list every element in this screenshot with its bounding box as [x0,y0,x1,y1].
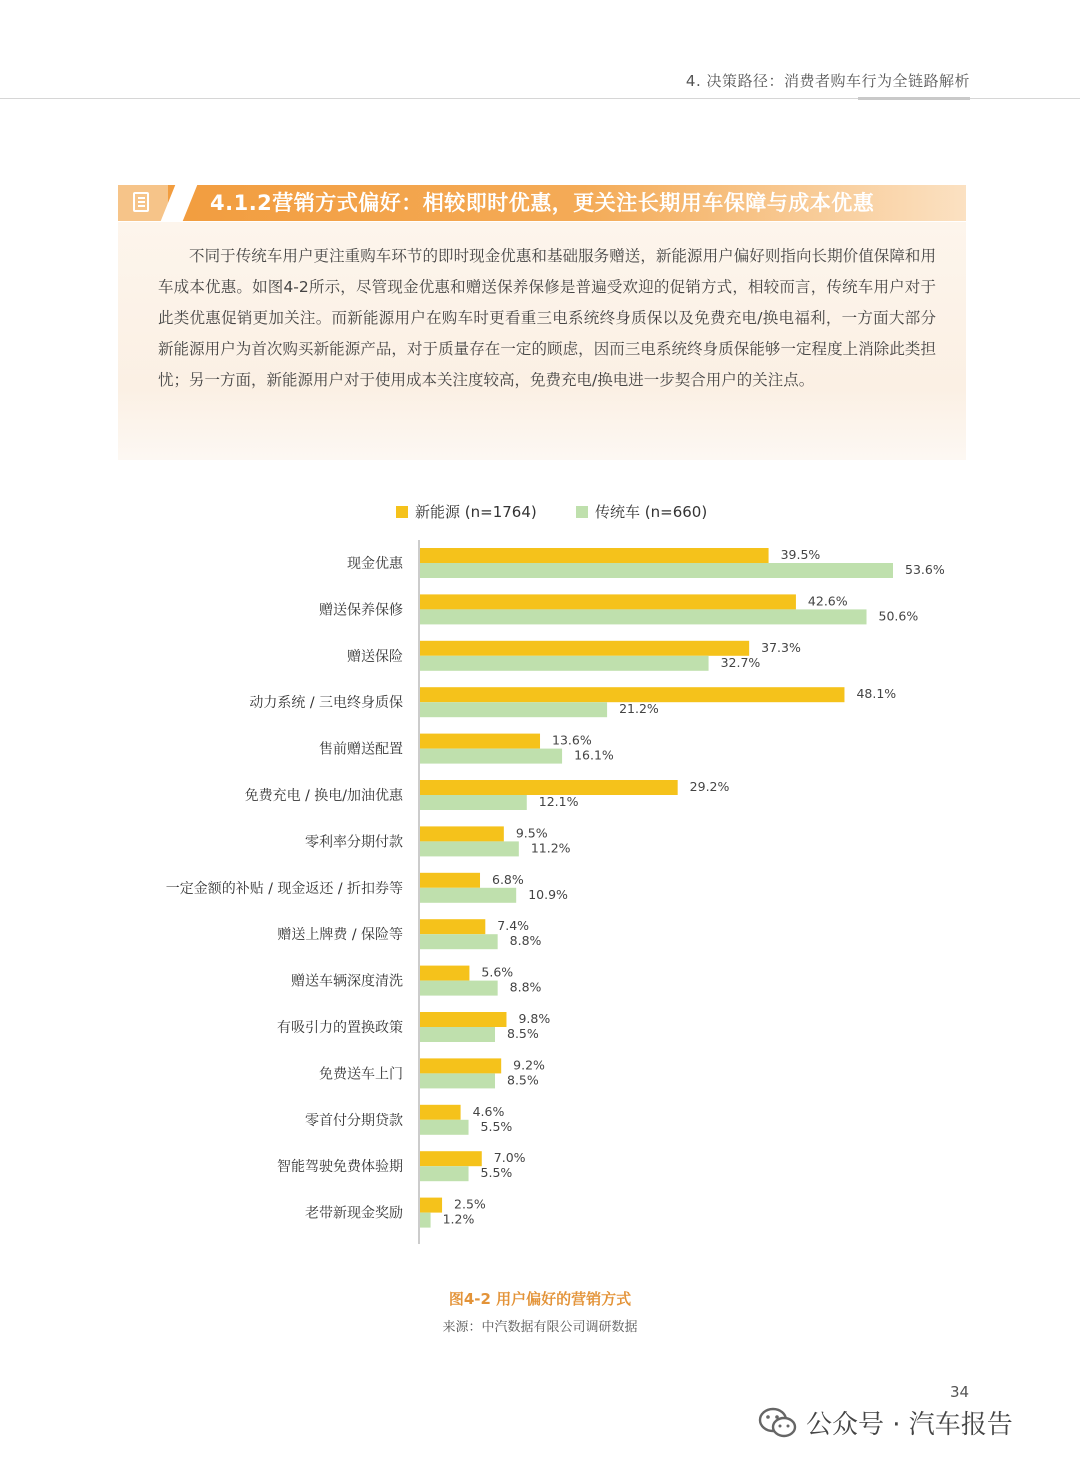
data-label-traditional: 5.5% [480,1165,513,1181]
section-title: 4.1.2营销方式偏好：相较即时优惠，更关注长期用车保障与成本优惠 [210,191,875,215]
data-label-traditional: 53.6% [905,562,945,577]
bar-new-energy [420,734,540,749]
bar-new-energy [420,1058,501,1073]
data-label-traditional: 12.1% [538,794,579,809]
data-label-new-energy: 2.5% [454,1196,486,1212]
bar-new-energy [420,1105,461,1120]
bar-traditional [420,795,527,810]
bar-new-energy [420,873,480,888]
figure-source: 来源：中汽数据有限公司调研数据 [442,1320,638,1335]
bar-new-energy [420,687,844,702]
bar-new-energy [420,966,469,981]
watermark-text: 公众号 · 汽车报告 [806,1410,1013,1440]
data-label-traditional: 50.6% [878,608,919,624]
data-label-traditional: 16.1% [574,747,614,763]
category-label: 售前赠送配置 [319,741,403,758]
data-label-new-energy: 4.6% [472,1103,505,1119]
wechat-icon [758,1406,798,1440]
bar-new-energy [420,641,749,656]
bar-traditional [420,563,893,578]
data-label-traditional: 32.7% [720,654,761,670]
legend-label-traditional: 传统车 (n=660) [595,503,708,521]
category-label: 赠送车辆深度清洗 [291,973,403,990]
intro-paragraph: 不同于传统车用户更注重购车环节的即时现金优惠和基础服务赠送，新能源用户偏好则指向长期价值保障和用车成本优惠。如图4-2所示，尽管现金优惠和赠送保养保修是普遍受欢迎的促销方式，相较而言，传统车用户对于此类优惠促销更加关注。而新能源用户在购车时更看重三电系统终身质保以及免费充电/换电福利，一方面大部分新能源用户为首次购买新能源产品，对于质量存在一定的顾虑，因而三电系统终身质保能够一定程度上消除此类担忧；另一方面，新能源用户对于使用成本关注度较高，免费充电/换电进一步契合用户的关注点。 [158,247,936,389]
bar-new-energy [420,1198,442,1213]
bar-new-energy [420,1151,482,1166]
bar-traditional [420,749,562,764]
data-label-traditional: 8.8% [509,979,542,995]
category-label: 免费充电 / 换电/加油优惠 [244,788,403,804]
data-label-traditional: 5.5% [480,1118,513,1134]
bar-new-energy [420,548,769,563]
bar-new-energy [420,1012,506,1027]
header-divider-accent [858,97,970,100]
category-label: 赠送保养保修 [319,602,403,619]
data-label-new-energy: 6.8% [492,871,524,887]
data-label-new-energy: 9.5% [515,825,548,841]
legend-swatch-new-energy [396,506,408,518]
category-label: 动力系统 / 三电终身质保 [249,695,403,712]
category-label: 现金优惠 [347,556,403,572]
data-label-new-energy: 42.6% [807,593,848,609]
legend-swatch-traditional [576,506,588,518]
bar-traditional [420,888,516,903]
data-label-new-energy: 9.8% [518,1011,551,1026]
category-label: 一定金额的补贴 / 现金返还 / 折扣券等 [165,880,403,897]
category-label: 免费送车上门 [319,1066,403,1083]
bar-traditional [420,609,867,624]
category-label: 赠送保险 [347,648,403,665]
legend-item-new-energy [396,501,537,522]
category-label: 老带新现金奖励 [305,1205,403,1222]
data-label-new-energy: 48.1% [856,686,897,702]
bar-new-energy [420,919,485,934]
category-label: 零利率分期付款 [305,834,403,851]
data-label-new-energy: 37.3% [761,639,801,655]
page-number: 34 [950,1383,970,1401]
category-label: 智能驾驶免费体验期 [277,1159,403,1176]
data-label-new-energy: 29.2% [689,779,730,794]
bar-traditional [420,841,519,856]
data-label-traditional: 21.2% [619,701,659,717]
data-label-traditional: 8.5% [507,1072,539,1088]
bar-traditional [420,1073,495,1088]
document-list-icon [133,192,149,212]
bar-traditional [420,702,607,717]
data-label-new-energy: 7.0% [493,1150,526,1166]
data-label-traditional: 8.5% [507,1026,539,1041]
bar-new-energy [420,594,796,609]
bar-chart [0,530,1080,1250]
data-label-new-energy: 7.4% [497,918,530,934]
data-label-traditional: 8.8% [509,933,542,949]
legend-label-new-energy: 新能源 (n=1764) [415,503,537,521]
running-header: 4. 决策路径：消费者购车行为全链路解析 [685,72,970,90]
figure-caption: 图4-2 用户偏好的营销方式 [448,1290,632,1308]
data-label-new-energy: 9.2% [513,1057,545,1073]
bar-traditional [420,1027,495,1042]
bar-traditional [420,981,498,996]
data-label-traditional: 1.2% [442,1211,475,1227]
data-label-traditional: 11.2% [530,840,571,856]
data-label-traditional: 10.9% [528,886,568,902]
watermark [758,1404,1013,1441]
bar-traditional [420,656,709,671]
category-label: 赠送上牌费 / 保险等 [277,927,403,944]
bar-new-energy [420,826,504,841]
bar-traditional [420,1166,469,1181]
bar-traditional [420,1120,469,1135]
bar-new-energy [420,780,678,795]
category-label: 有吸引力的置换政策 [277,1020,403,1036]
bar-traditional [420,1213,431,1228]
data-label-new-energy: 13.6% [552,732,592,748]
data-label-new-energy: 39.5% [780,547,821,562]
data-label-new-energy: 5.6% [481,964,514,980]
legend-item-traditional [576,501,707,522]
bar-traditional [420,934,498,949]
category-label: 零首付分期贷款 [305,1112,403,1129]
